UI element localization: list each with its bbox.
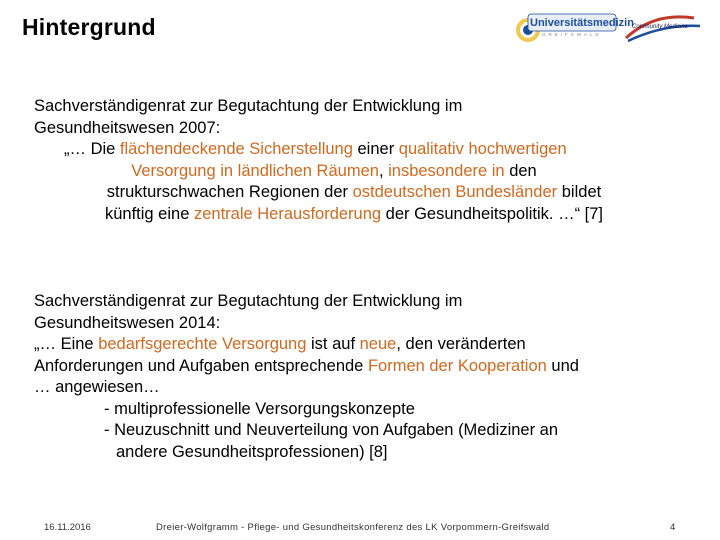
footer-presenter: Dreier-Wolfgramm - Pflege- und Gesundheitskonferenz des LK Vorpommern-Greifswald <box>156 522 550 533</box>
university-logo-text: Universitätsmedizin <box>530 17 634 29</box>
block1-intro-line-1: Sachverständigenrat zur Begutachtung der Entwicklung im <box>34 97 463 115</box>
block2-quote-line-3: … angewiesen… <box>34 378 160 396</box>
highlight-text: flächendeckende Sicherstellung <box>119 140 353 158</box>
text: „… Eine <box>34 335 99 353</box>
text: Anforderungen und Aufgaben entsprechende <box>34 356 368 375</box>
block1-quote-line-1 <box>34 139 704 161</box>
logos <box>514 8 714 52</box>
highlight-text: bedarfsgerechte Versorgung <box>98 335 307 353</box>
block1-quote-line-3 <box>34 182 674 204</box>
block2-quote-line-2 <box>34 356 704 378</box>
highlight-text: insbesondere in <box>388 161 505 180</box>
highlight-text: Formen der Kooperation <box>367 356 547 375</box>
list-item-continuation: andere Gesundheitsprofessionen) [8] <box>116 442 388 461</box>
list-item: - Neuzuschnitt und Neuverteilung von Aufgaben (Mediziner an <box>104 421 559 439</box>
text: „… Die <box>64 140 120 158</box>
text: den <box>504 161 537 180</box>
text: künftig eine <box>104 204 194 223</box>
footer-date: 16.11.2016 <box>44 522 91 533</box>
highlight-text: qualitativ hochwertigen <box>398 140 567 158</box>
text-block-2014 <box>34 291 704 463</box>
block1-intro-line-2: Gesundheitswesen 2007: <box>34 118 221 137</box>
highlight-text: Versorgung in ländlichen Räumen <box>131 161 379 180</box>
community-medicine-logo-text: Community Medicine <box>632 24 689 30</box>
university-logo-subtext: GREIFSWALD <box>542 32 602 37</box>
slide-title: Hintergrund <box>22 14 156 40</box>
highlight-text: ostdeutschen Bundesländer <box>352 183 558 201</box>
text-block-2007 <box>34 96 704 225</box>
highlight-text: neue <box>359 335 397 353</box>
block2-quote-line-1 <box>34 334 704 356</box>
block2-intro-line-1: Sachverständigenrat zur Begutachtung der Entwicklung im <box>34 292 463 310</box>
highlight-text: zentrale Herausforderung <box>193 204 382 223</box>
text: bildet <box>557 183 602 201</box>
text: der Gesundheitspolitik. …“ [7] <box>381 204 604 223</box>
block2-intro-line-2: Gesundheitswesen 2014: <box>34 313 221 332</box>
text: einer <box>352 140 399 158</box>
block1-quote-line-4 <box>34 204 674 226</box>
text: strukturschwachen Regionen der <box>106 183 353 201</box>
block1-quote-line-2 <box>34 161 634 183</box>
text: , <box>378 161 389 180</box>
text: , den veränderten <box>396 335 526 353</box>
community-medicine-logo-icon <box>514 8 714 52</box>
text: und <box>546 356 579 375</box>
list-item: - multiprofessionelle Versorgungskonzepte <box>104 399 415 418</box>
text: ist auf <box>306 335 360 353</box>
footer-page-number: 4 <box>670 522 676 533</box>
